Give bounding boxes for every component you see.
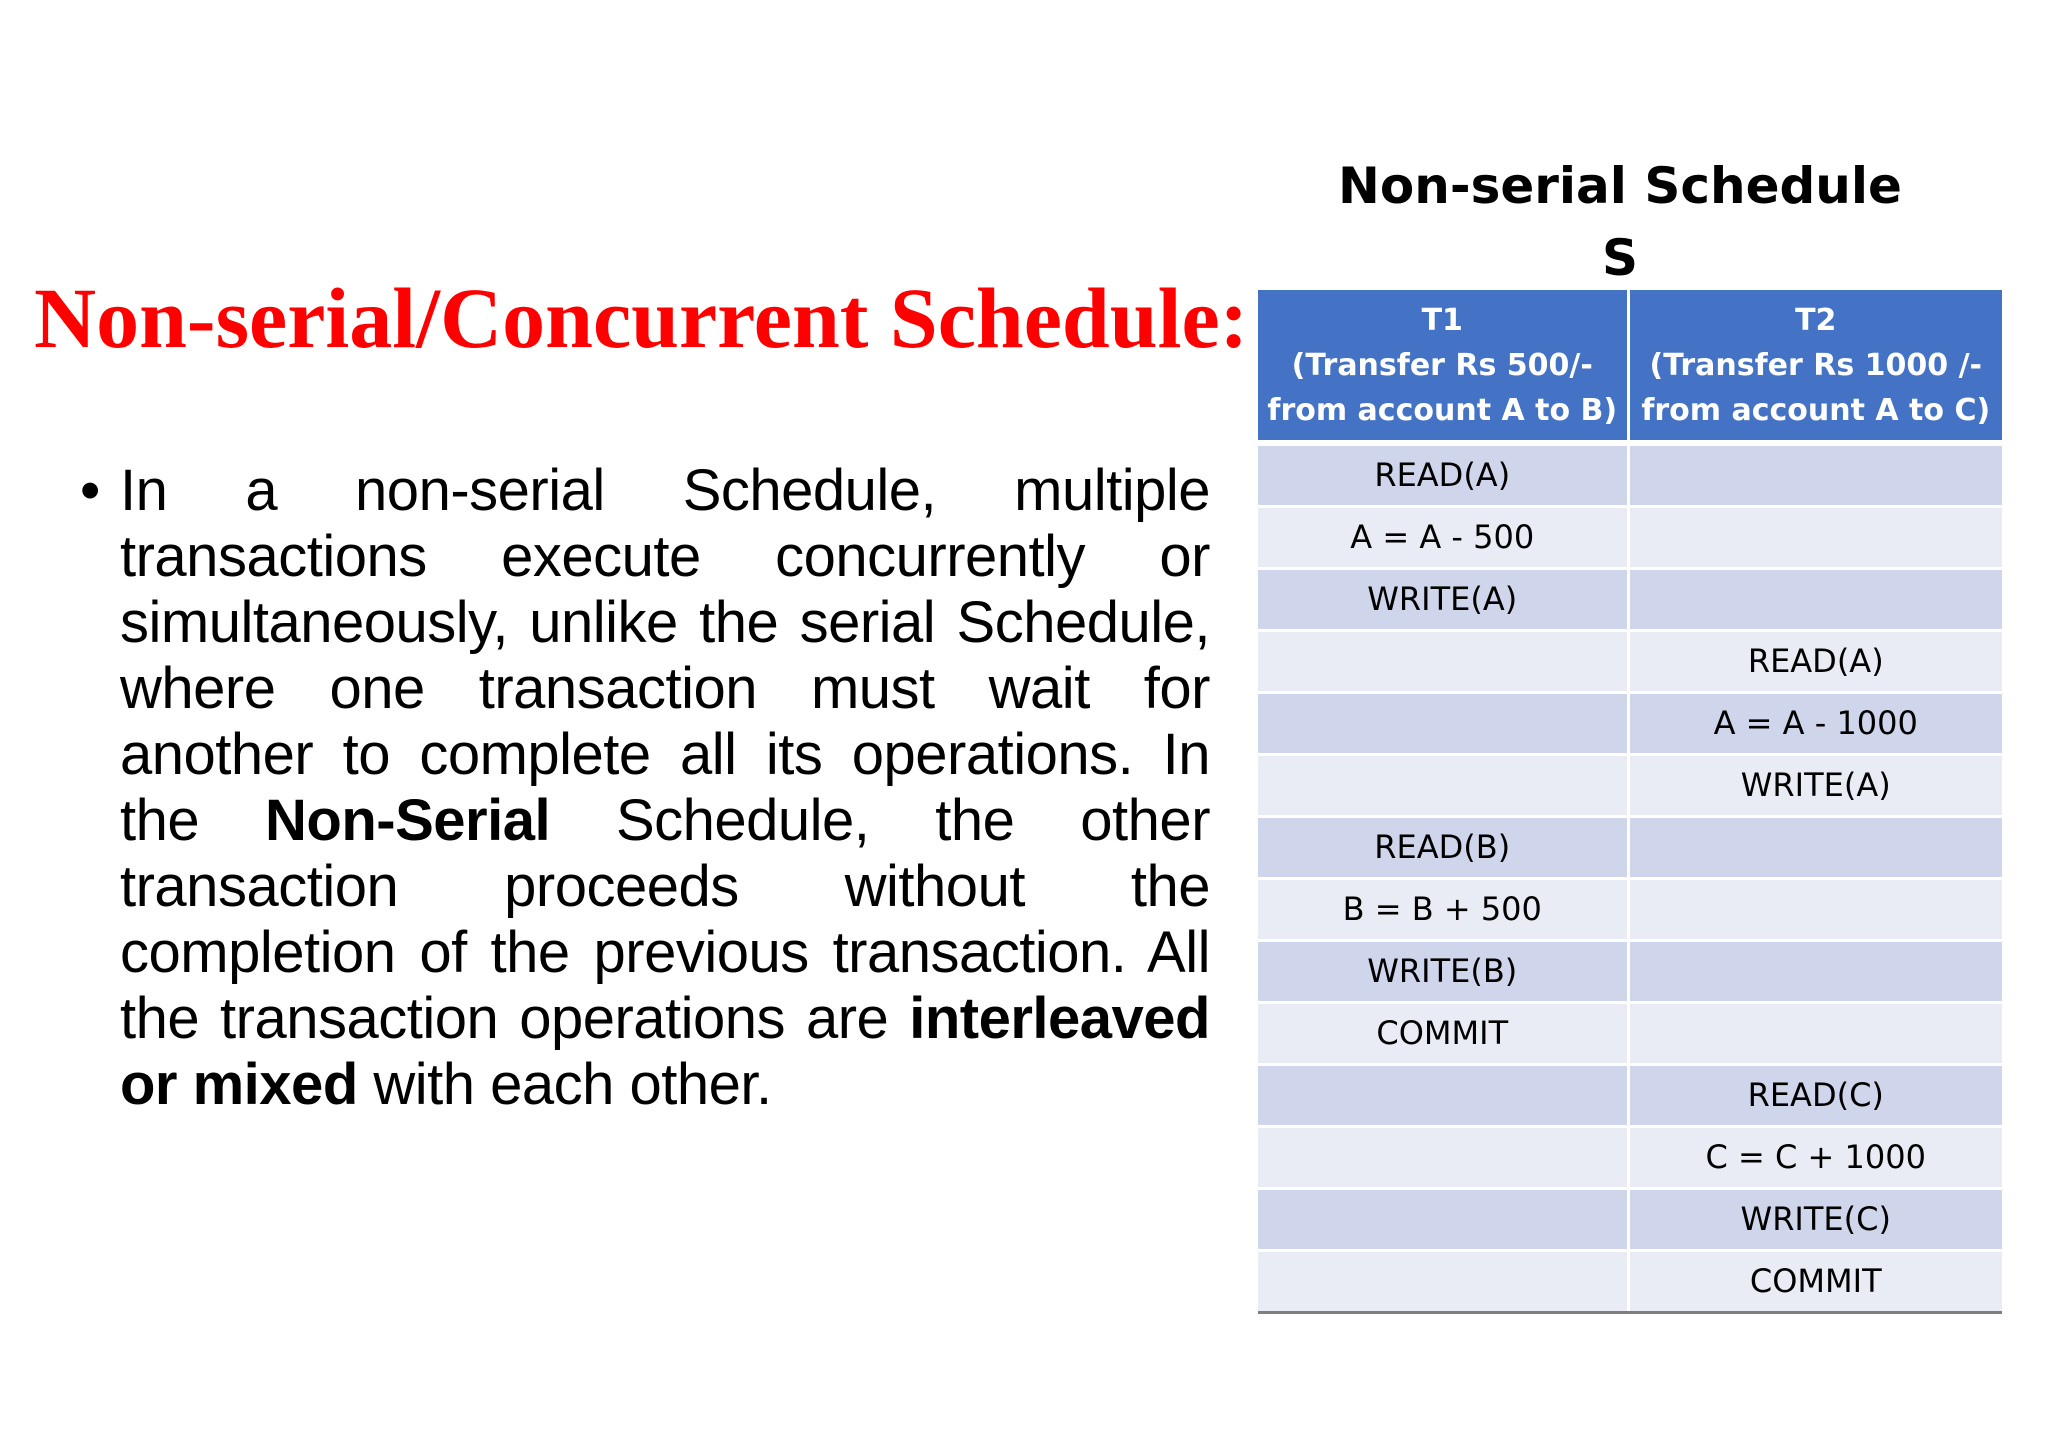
bullet-marker: • [80, 458, 101, 523]
t1-cell: A = A - 500 [1258, 507, 1628, 569]
table-row [1258, 693, 2002, 755]
table-row [1258, 569, 2002, 631]
header-t1-name: T1 [1421, 302, 1463, 338]
header-t1 [1258, 290, 1628, 443]
t2-cell: WRITE(C) [1628, 1189, 2002, 1251]
t2-cell: READ(A) [1628, 631, 2002, 693]
table-row [1258, 1127, 2002, 1189]
t1-cell [1258, 1189, 1628, 1251]
table-row [1258, 507, 2002, 569]
table-row [1258, 941, 2002, 1003]
table-row [1258, 817, 2002, 879]
t1-cell: WRITE(B) [1258, 941, 1628, 1003]
table-row [1258, 1251, 2002, 1313]
bullet-bold-non-serial: Non-Serial [265, 788, 551, 853]
t2-cell: WRITE(A) [1628, 755, 2002, 817]
t2-cell: A = A - 1000 [1628, 693, 2002, 755]
schedule-table [1258, 290, 2002, 1314]
t2-cell [1628, 443, 2002, 507]
t2-cell: READ(C) [1628, 1065, 2002, 1127]
header-t2-desc-line1: (Transfer Rs 1000 /- [1649, 347, 1983, 383]
t1-cell: WRITE(A) [1258, 569, 1628, 631]
bullet-paragraph [120, 458, 1210, 1118]
t1-cell [1258, 755, 1628, 817]
t1-cell [1258, 631, 1628, 693]
schedule-header-row [1258, 290, 2002, 443]
t1-cell [1258, 1127, 1628, 1189]
table-row [1258, 1065, 2002, 1127]
t2-cell [1628, 569, 2002, 631]
bullet-text-part-1: In a non-serial Schedule, multiple transactions execute concurrently or simultaneously, unlike the serial Schedule, where one transaction must wait for another to complete all its operations. In the [120, 458, 1210, 853]
t2-cell: COMMIT [1628, 1251, 2002, 1313]
t1-cell: COMMIT [1258, 1003, 1628, 1065]
t2-cell [1628, 879, 2002, 941]
header-t2-desc-line2: from account A to C) [1641, 392, 1991, 428]
table-row [1258, 879, 2002, 941]
table-row [1258, 1003, 2002, 1065]
bullet-bold-interleaved: interleaved or mixed [120, 986, 1210, 1117]
bullet-text-part-3: with each other. [357, 1052, 772, 1117]
schedule-caption-symbol: S [1601, 229, 1638, 287]
t2-cell [1628, 941, 2002, 1003]
schedule-caption [1240, 150, 2000, 294]
t1-cell [1258, 1251, 1628, 1313]
header-t2 [1628, 290, 2002, 443]
t1-cell: READ(B) [1258, 817, 1628, 879]
t1-cell: READ(A) [1258, 443, 1628, 507]
table-row [1258, 631, 2002, 693]
table-row [1258, 1189, 2002, 1251]
t2-cell: C = C + 1000 [1628, 1127, 2002, 1189]
bullet-text-part-2: Schedule, the other transaction proceeds without the completion of the previous transaction. All the transaction operations are [120, 788, 1211, 1051]
t1-cell: B = B + 500 [1258, 879, 1628, 941]
table-row [1258, 443, 2002, 507]
table-row [1258, 755, 2002, 817]
header-t1-desc-line1: (Transfer Rs 500/- [1291, 347, 1593, 383]
t2-cell [1628, 817, 2002, 879]
t2-cell [1628, 507, 2002, 569]
schedule-caption-title: Non-serial Schedule [1338, 157, 1902, 215]
header-t1-desc-line2: from account A to B) [1267, 392, 1618, 428]
t1-cell [1258, 693, 1628, 755]
t2-cell [1628, 1003, 2002, 1065]
t1-cell [1258, 1065, 1628, 1127]
header-t2-name: T2 [1795, 302, 1837, 338]
slide-title: Non-serial/Concurrent Schedule: [34, 270, 1249, 366]
